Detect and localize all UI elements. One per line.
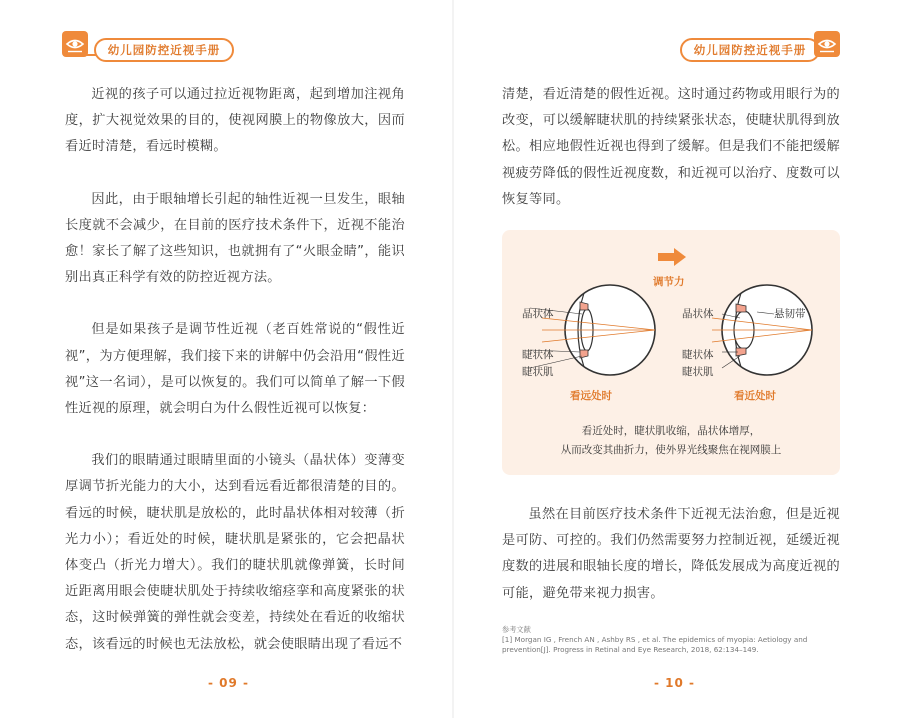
- left-page: [0, 0, 453, 718]
- eye-icon: [814, 31, 840, 57]
- paragraph: 因此，由于眼轴增长引起的轴性近视一旦发生，眼轴长度就不会减少，在目前的医疗技术条件下，近视不能治愈！家长了解了这些知识，也就拥有了“火眼金睛”，能识别出真正科学有效的防控近视方法。: [65, 191, 405, 286]
- header-title: 幼儿园防控近视手册: [94, 38, 234, 62]
- paragraph: 我们的眼睛通过眼睛里面的小镜头（晶状体）变薄变厚调节折光能力的大小，达到看远看近都很清楚的目的。看远的时候，睫状肌是放松的，此时晶状体相对较薄（折光力小）；看近处的时候，睫状肌是紧张的，它会把晶状体变凸（折光力增大）。我们的睫状肌就像弹簧，长时间近距离用眼会使睫状肌处于持续收缩痉挛和高度紧张的状态，这时候弹簧的弹性就会变差，持续处在看近的收缩状态，该看远的时候也无法放松，就会使眼睛出现了看远不: [65, 453, 405, 652]
- right-body-top: [502, 82, 840, 213]
- figure-caption-line-1: 看近处时，睫状肌收缩，晶状体增厚，: [581, 425, 761, 437]
- left-body: [65, 82, 405, 658]
- page-number: - 09 -: [208, 676, 250, 690]
- paragraph: 但是如果孩子是调节性近视（老百姓常说的“假性近视”，为方便理解，我们接下来的讲解中仍会沿用“假性近视”这一名词），是可以恢复的。我们可以简单了解一下假性近视的原理，就会明白为什么假性近视可以恢复：: [65, 322, 405, 417]
- references: [502, 625, 847, 655]
- label-ciliary-muscle: 睫状肌: [682, 366, 714, 378]
- paragraph: 虽然在目前医疗技术条件下近视无法治愈，但是近视是可防、可控的。我们仍然需要努力控制近视，延缓近视度数的进展和眼轴长度的增长，降低发展成为高度近视的可能，避免带来视力损害。: [502, 507, 840, 601]
- references-title: 参考文献: [502, 625, 531, 634]
- arrow-right-icon: [658, 248, 686, 266]
- paragraph: 近视的孩子可以通过拉近视物距离，起到增加注视角度，扩大视觉效果的目的，使视网膜上的物像放大，因而看近时清楚，看远时模糊。: [65, 87, 405, 155]
- eye-accommodation-figure: [502, 230, 840, 475]
- caption-near: 看近处时: [734, 390, 776, 402]
- label-ciliary-muscle: 睫状肌: [522, 366, 554, 378]
- eye-near-diagram: [712, 285, 812, 375]
- label-lens: 晶状体: [522, 308, 554, 320]
- paragraph: 清楚，看近清楚的假性近视。这时通过药物或用眼行为的改变，可以缓解睫状肌的持续紧张状态，使睫状肌得到放松。相应地假性近视也得到了缓解。但是我们不能把缓解视疲劳降低的假性近视度数，和近视可以治疗、度数可以恢复等同。: [502, 87, 840, 207]
- arrow-label: 调节力: [653, 276, 685, 288]
- header-title: 幼儿园防控近视手册: [680, 38, 820, 62]
- label-zonule: 悬韧带: [774, 308, 806, 320]
- label-ciliary-body: 睫状体: [522, 349, 554, 361]
- label-lens: 晶状体: [682, 308, 714, 320]
- reference-item: [1] Morgan IG , French AN , Ashby RS , et al. The epidemics of myopia: Aetiology and prevention[J]. Progress in Retinal and Eye Research, 2018, 62:134–149.: [502, 635, 808, 654]
- figure-caption-line-2: 从而改变其曲折力，使外界光线聚焦在视网膜上: [560, 444, 782, 456]
- eye-icon: [62, 31, 88, 57]
- right-body-bottom: [502, 502, 840, 607]
- right-page: [454, 0, 907, 718]
- page-number: - 10 -: [654, 676, 696, 690]
- caption-far: 看远处时: [570, 390, 612, 402]
- label-ciliary-body: 睫状体: [682, 349, 714, 361]
